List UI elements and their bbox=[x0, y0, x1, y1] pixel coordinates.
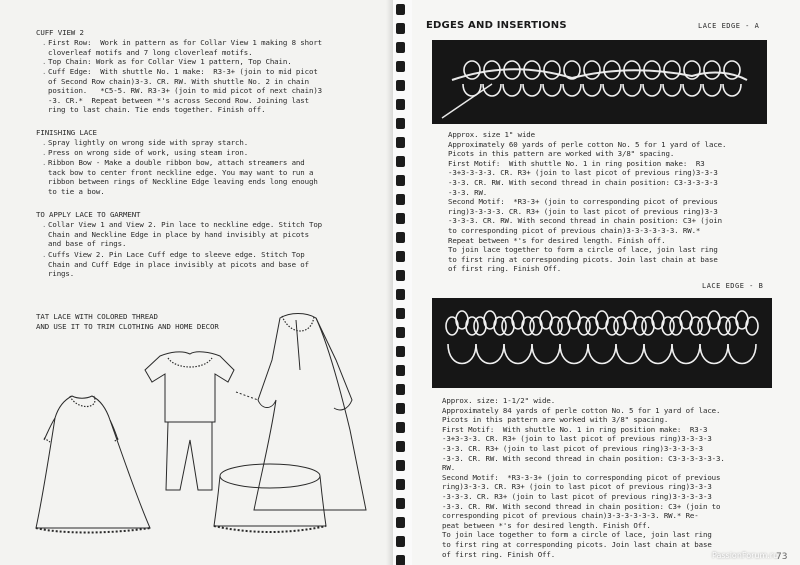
binding-coil bbox=[396, 365, 405, 376]
lace-scallop bbox=[583, 84, 601, 96]
binding-coil bbox=[396, 156, 405, 167]
binding-coil bbox=[396, 536, 405, 547]
lace-scallop bbox=[523, 84, 541, 96]
cuff-item-cuff-edge: . Cuff Edge: With shuttle No. 1 make: R3-3+ (join to mid picot of Second Row chain)3-3. CR. RW. With shuttle No. 2 in chain position. *C5-5. RW. R3-3+ (join to mid picot of next chain)3 -3. CR.* Repeat between *'s across Second Row. Joining last ring to last chain. Tie ends together. Finish off. bbox=[48, 67, 322, 115]
lace-scallop bbox=[503, 84, 521, 96]
binding-coil bbox=[396, 270, 405, 281]
page-number: 73 bbox=[776, 552, 788, 562]
binding-coil bbox=[396, 175, 405, 186]
finishing-lace-heading: FINISHING LACE bbox=[36, 128, 97, 137]
lace-scallop bbox=[563, 84, 581, 96]
binding-coil bbox=[396, 61, 405, 72]
lace-scallop bbox=[504, 344, 532, 364]
lace-edge-b-label: LACE EDGE - B bbox=[702, 282, 764, 290]
binding-coil bbox=[396, 251, 405, 262]
lace-edge-b-photo bbox=[432, 298, 772, 388]
lace-b-pattern bbox=[432, 298, 772, 388]
lace-scallop bbox=[723, 84, 741, 96]
binding-coil bbox=[396, 232, 405, 243]
lace-scallop bbox=[603, 84, 621, 96]
lace-edge-b-text: Approx. size: 1-1/2" wide. Approximately 84 yards of perle cotton No. 5 for 1 yard of lace. Picots in this pattern are worked with 3/8" spacing. First Motif: With shuttle No. 1 in ring position make: R3-3 -3+3-3-3. CR. R3+ (join to last picot of previous ring)3-3-3-3 -3-3. CR. R3+ (join to last picot of previous ring)3-3-3-3-3 -3-3. CR. RW. With second thread in chain position: C3-3-3-3-3-3. RW. Second Motif: *R3-3-3+ (join to corresponding picot of previous ring)3-3-3. CR. R3+ (join to last picot of previous ring)3-3-3 -3-3-3. CR. R3+ (join to last picot of previous ring)3-3-3-3-3 -3-3. CR. RW. With second thread in chain position: C3+ (join to corresponding picot of previous chain)3-3-3-3-3-3. RW.* Re- peat between *'s for desired length. Finish Off. To join lace together to form a circle of lace, join last ring to first ring at corresponding picots. Join last chain at base of first ring. Finish Off. bbox=[442, 396, 725, 559]
binding-coil bbox=[396, 289, 405, 300]
binding-coil bbox=[396, 517, 405, 528]
lace-edge-a-label: LACE EDGE - A bbox=[698, 22, 760, 30]
binding-coil bbox=[396, 80, 405, 91]
lace-scallop bbox=[700, 344, 728, 364]
binding-coil bbox=[396, 308, 405, 319]
binding-coil bbox=[396, 403, 405, 414]
binding-coil bbox=[396, 23, 405, 34]
finishing-item-press: . Press on wrong side of work, using steam iron. bbox=[48, 148, 248, 158]
lace-scallop bbox=[643, 84, 661, 96]
binding-coil bbox=[396, 498, 405, 509]
section-title: EDGES AND INSERTIONS bbox=[426, 20, 567, 31]
apply-item-cuffs: . Cuffs View 2. Pin Lace Cuff edge to sleeve edge. Stitch Top Chain and Cuff Edge in place invisibly at picots and base of rings. bbox=[48, 250, 309, 279]
binding-coil bbox=[396, 213, 405, 224]
binding-coil bbox=[396, 118, 405, 129]
apply-lace-heading: TO APPLY LACE TO GARMENT bbox=[36, 210, 141, 219]
apply-item-collar: . Collar View 1 and View 2. Pin lace to neckline edge. Stitch Top Chain and Neckline Edge in place by hand invisibly at picots and base of rings. bbox=[48, 220, 322, 249]
garment-illustration bbox=[0, 300, 393, 540]
finishing-item-spray: . Spray lightly on wrong side with spray starch. bbox=[48, 138, 248, 148]
lace-scallop bbox=[463, 84, 481, 96]
binding-coil bbox=[396, 42, 405, 53]
lace-ring bbox=[464, 61, 480, 79]
lace-scallop bbox=[532, 344, 560, 364]
binding-coil bbox=[396, 422, 405, 433]
lace-ring bbox=[664, 61, 680, 79]
binding-coil bbox=[396, 137, 405, 148]
lace-scallop bbox=[683, 84, 701, 96]
watermark: PassionForum.ru bbox=[712, 551, 779, 560]
lace-a-pattern bbox=[432, 40, 767, 124]
right-page bbox=[412, 0, 800, 565]
lace-scallop bbox=[623, 84, 641, 96]
lace-scallop bbox=[448, 344, 476, 364]
lace-ring bbox=[584, 61, 600, 79]
lace-scallop bbox=[560, 344, 588, 364]
binding-coil bbox=[396, 99, 405, 110]
lace-scallop bbox=[476, 344, 504, 364]
lace-scallop bbox=[703, 84, 721, 96]
cuff-view-heading: CUFF VIEW 2 bbox=[36, 28, 84, 37]
lace-ring bbox=[564, 61, 580, 79]
binding-coil bbox=[396, 460, 405, 471]
binding-coil bbox=[396, 346, 405, 357]
finishing-item-ribbon: . Ribbon Bow - Make a double ribbon bow, attach streamers and tack bow to center front neckline edge. You may want to run a ribbon between rings of Neckline Edge leaving ends long enough to tie a bow. bbox=[48, 158, 318, 196]
lace-edge-a-text: Approx. size 1" wide Approximately 60 yards of perle cotton No. 5 for 1 yard of lace. Picots in this pattern are worked with 3/8" spacing. First Motif: With shuttle No. 1 in ring position make: R3 -3+3-3-3-3. CR. R3+ (join to last picot of previous ring)3-3-3 -3-3. CR. RW. With second thread in chain position: C3-3-3-3-3 -3-3. RW. Second Motif: *R3-3+ (join to corresponding picot of previous ring)3-3-3-3. CR. R3+ (join to last picot of previous ring)3-3 -3-3-3. CR. RW. With second thread in chain position: C3+ (join to corresponding picot of previous chain)3-3-3-3-3-3. RW.* Repeat between *'s for desired length. Finish off. To join lace together to form a circle of lace, join last ring to first ring at corresponding picots. Join last chain at base of first ring. Finish Off. bbox=[448, 130, 727, 274]
lace-scallop bbox=[644, 344, 672, 364]
lace-scallop bbox=[483, 84, 501, 96]
lace-scallop bbox=[728, 344, 756, 364]
binding-coil bbox=[396, 441, 405, 452]
lace-scallop bbox=[663, 84, 681, 96]
binding-coil bbox=[396, 327, 405, 338]
lace-scallop bbox=[588, 344, 616, 364]
lace-scallop bbox=[616, 344, 644, 364]
lace-cloverleaf bbox=[746, 317, 758, 335]
lace-scallop bbox=[543, 84, 561, 96]
binding-coil bbox=[396, 4, 405, 15]
lace-ring bbox=[704, 61, 720, 79]
cuff-item-first-row: . First Row: Work in pattern as for Collar View 1 making 8 short cloverleaf motifs and 7 long cloverleaf motifs. bbox=[48, 38, 322, 57]
lace-edge-a-photo bbox=[432, 40, 767, 124]
left-page bbox=[0, 0, 393, 565]
lace-ring bbox=[544, 61, 560, 79]
lace-scallop bbox=[672, 344, 700, 364]
binding-coil bbox=[396, 555, 405, 565]
binding-coil bbox=[396, 384, 405, 395]
binding-coil bbox=[396, 194, 405, 205]
binding-coil bbox=[396, 479, 405, 490]
cuff-item-top-chain: . Top Chain: Work as for Collar View 1 pattern, Top Chain. bbox=[48, 57, 292, 67]
illustration-caption: TAT LACE WITH COLORED THREAD AND USE IT TO TRIM CLOTHING AND HOME DECOR bbox=[36, 312, 219, 331]
lace-ring bbox=[724, 61, 740, 79]
